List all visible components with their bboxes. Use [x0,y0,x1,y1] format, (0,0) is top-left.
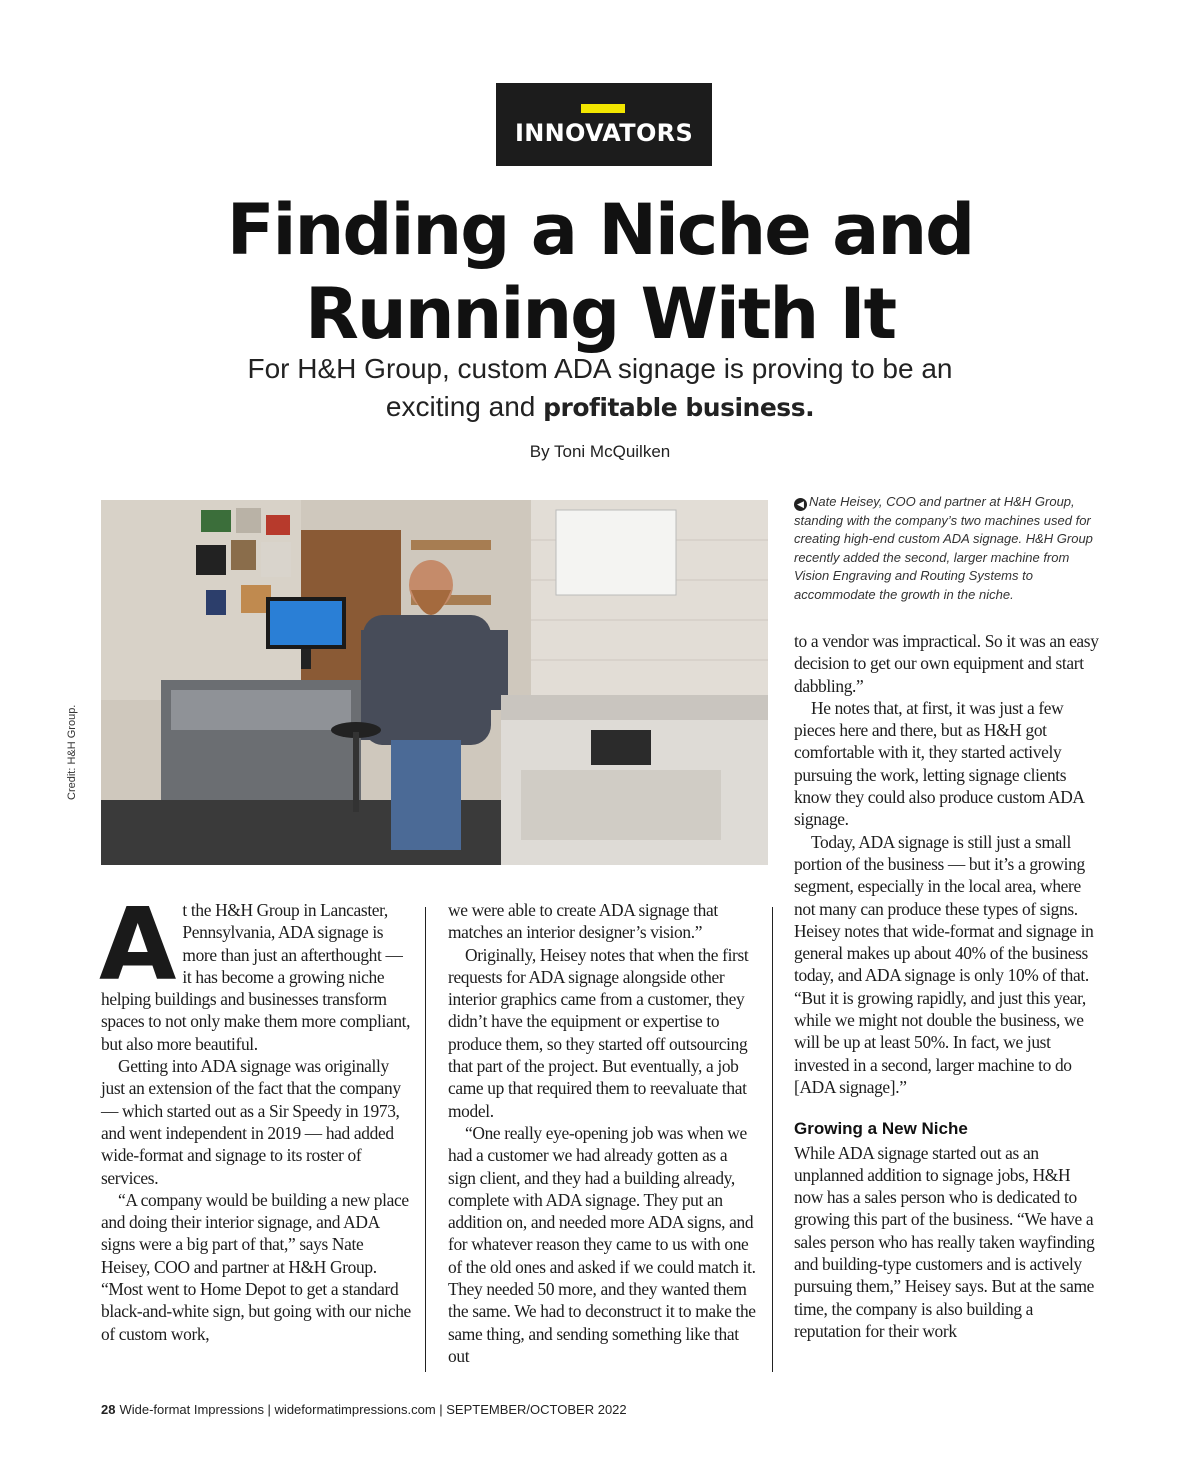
article-column-1 [99,886,411,1345]
photo-caption [794,493,1106,605]
subhead-plain: exciting and [385,391,536,422]
column-divider [772,907,773,1372]
paragraph: Today, ADA signage is still just a small portion of the business — but it’s a growing segment, especially in the local area, where not many can produce these types of signs. Heisey notes that wide-format and signage in general makes up about 40% of the business today, and ADA signage is only 10% of that. “But it is growing rapidly, and just this year, while we might not double the business, we will be up at least 50%. In fact, we just invested in a second, larger machine to do [ADA signage].” [794,831,1094,1097]
headline-line-1: Finding a Niche and [226,189,974,271]
section-tag [496,83,712,166]
subhead-line-1: For H&H Group, custom ADA signage is proving to be an [247,353,953,384]
drop-cap: A [99,886,177,1003]
article-photo [101,500,768,865]
column-divider [425,907,426,1372]
section-accent-bar [581,104,625,113]
paragraph: At the H&H Group in Lancaster, Pennsylvania, ADA signage is more than just an afterthought — it has become a growing niche helping buildings and businesses transform spaces to not only make them more compliant, but also more beautiful. [99,886,411,1054]
paragraph: He notes that, at first, it was just a few pieces here and there, but as H&H got comfortable with it, they started actively pursuing the work, letting signage clients know they could also produce custom ADA signage. [794,697,1084,830]
paragraph: “A company would be building a new place and doing their interior signage, and ADA signs were a big part of that,” says Nate Heisey, COO and partner at H&H Group. “Most went to Home Depot to get a standard black-and-white sign, but going with our niche of custom work, [101,1189,411,1344]
footer-text: Wide-format Impressions | wideformatimpressions.com | SEPTEMBER/OCTOBER 2022 [119,1402,627,1417]
article-column-3 [794,630,1099,1342]
caption-arrow-left-icon: ◀ [794,498,807,511]
paragraph: we were able to create ADA signage that matches an interior designer’s vision.” [448,900,718,943]
subhead-line-2 [150,388,1050,427]
paragraph: Originally, Heisey notes that when the first requests for ADA signage alongside other interior graphics came from a customer, they didn’t have the equipment or expertise to produce them, so they started off outsourcing that part of the project. But eventually, a job came up that required them to reevaluate that model. [448,944,749,1121]
headline-line-2: Running With It [304,273,896,355]
headline [0,188,1200,356]
subhead [150,350,1050,427]
page-number: 28 [101,1402,116,1417]
paragraph: While ADA signage started out as an unplanned addition to signage jobs, H&H now has a sales person who is dedicated to growing this part of the business. “We have a sales person who has really taken wayfinding and building-type customers and is actively pursuing them,” Heisey says. But at the same time, the company is also building a reputation for their work [794,1142,1095,1341]
byline: By Toni McQuilken [529,442,671,461]
subsection-heading: Growing a New Niche [794,1119,968,1139]
caption-text: Nate Heisey, COO and partner at H&H Group, standing with the company’s two machines used for creating high-end custom ADA signage. H&H Group recently added the second, larger machine from Vision Engraving and Routing Systems to accommodate the growth in the niche. [794,494,1093,602]
page-footer [101,1402,627,1417]
section-label: INNOVATORS [514,119,694,147]
workshop-photo-illustration [101,500,768,865]
paragraph: “One really eye-opening job was when we had a customer we had already gotten as a sign client, and they had a building already, complete with ADA signage. They put an addition on, and needed more ADA signs, and for whatever reason they came to us with one of the old ones and asked if we could match it. They needed 50 more, and they wanted them the same. We had to deconstruct it to make the same thing, and sending something like that out [448,1122,756,1366]
paragraph: Getting into ADA signage was originally just an extension of the fact that the company — which started out as a Sir Speedy in 1973, and went independent in 2019 — had added wide-format and signage to its roster of services. [101,1056,401,1188]
article-column-2 [448,899,758,1367]
paragraph: to a vendor was impractical. So it was an easy decision to get our own equipment and start dabbling.” [794,631,1099,696]
subhead-bold: profitable business. [543,393,815,422]
photo-credit: Credit: H&H Group. [66,704,78,800]
